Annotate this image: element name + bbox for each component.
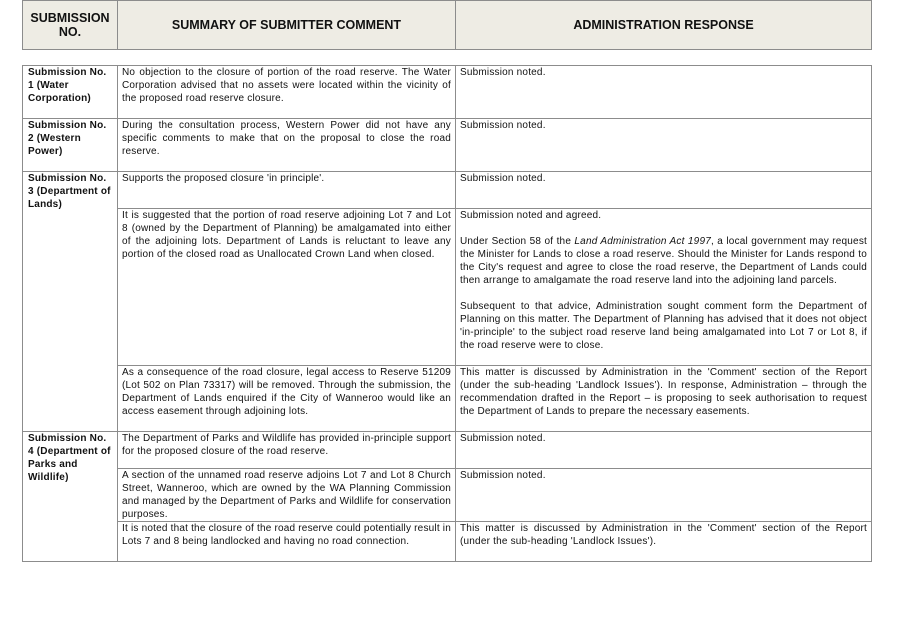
response-cell: [456, 209, 872, 366]
summary-cell: Supports the proposed closure 'in principle'.: [118, 172, 456, 209]
response-cell: Submission noted.: [456, 66, 872, 119]
header-submission-no: SUBMISSION NO.: [23, 1, 118, 50]
table-row: [23, 522, 872, 562]
response-cell: Submission noted.: [456, 119, 872, 172]
table-row: [23, 469, 872, 522]
table-row: [23, 432, 872, 469]
response-paragraph: [460, 235, 867, 287]
summary-cell: The Department of Parks and Wildlife has provided in-principle support for the proposed closure of the road reserve.: [118, 432, 456, 469]
response-cell: This matter is discussed by Administration in the 'Comment' section of the Report (under the sub-heading 'Landlock Issues').: [456, 522, 872, 562]
table-row: [23, 366, 872, 432]
submission-label: Submission No. 3 (Department of Lands): [23, 172, 118, 432]
table-row: [23, 172, 872, 209]
summary-cell: As a consequence of the road closure, legal access to Reserve 51209 (Lot 502 on Plan 73317) will be removed. Through the submission, the Department of Lands enquired if the City of Wanneroo would like an access easement through adjoining lots.: [118, 366, 456, 432]
response-cell: This matter is discussed by Administration in the 'Comment' section of the Report (under the sub-heading 'Landlock Issues'). In response, Administration – through the recommendation drafted in the Report – is proposing to seek authorisation to request the Department of Lands to prepare the necessary easements.: [456, 366, 872, 432]
submission-label: Submission No. 4 (Department of Parks and Wildlife): [23, 432, 118, 562]
response-text: Under Section 58 of the: [460, 236, 575, 247]
response-paragraph: Subsequent to that advice, Administration sought comment form the Department of Planning on this matter. The Department of Planning has advised that it does not object 'in-principle' to the subject road reserve land being amalgamated into Lot 7 or Lot 8, if the road reserve were to close.: [460, 301, 867, 351]
submission-label: Submission No. 2 (Western Power): [23, 119, 118, 172]
header-table: [22, 0, 872, 50]
response-cell: Submission noted.: [456, 432, 872, 469]
header-summary: SUMMARY OF SUBMITTER COMMENT: [118, 1, 456, 50]
table-row: [23, 66, 872, 119]
response-text: , a local government may request the Minister for Lands to close a road reserve. Should the Minister for Lands respond to the City's request and agree to close the road reserve, the Department of Lands could then arrange to amalgamate the road reserve land into the adjoining land parcels.: [460, 236, 867, 286]
table-row: [23, 119, 872, 172]
summary-cell: No objection to the closure of portion of the road reserve. The Water Corporation advised that no assets were located within the vicinity of the proposed road reserve closure.: [118, 66, 456, 119]
response-cell: Submission noted.: [456, 172, 872, 209]
header-row: [23, 1, 872, 50]
header-response: ADMINISTRATION RESPONSE: [456, 1, 872, 50]
act-name: Land Administration Act 1997: [574, 236, 711, 247]
table-row: [23, 209, 872, 366]
summary-cell: It is noted that the closure of the road reserve could potentially result in Lots 7 and 8 being landlocked and having no road connection.: [118, 522, 456, 562]
response-cell: Submission noted.: [456, 469, 872, 522]
summary-cell: During the consultation process, Western Power did not have any specific comments to make that on the proposal to close the road reserve.: [118, 119, 456, 172]
response-paragraph: Submission noted and agreed.: [460, 210, 602, 221]
summary-cell: It is suggested that the portion of road reserve adjoining Lot 7 and Lot 8 (owned by the Department of Planning) be amalgamated into either of the adjoining lots. Department of Lands is reluctant to leave any portion of the closed road as Unallocated Crown Land when closed.: [118, 209, 456, 366]
summary-cell: A section of the unnamed road reserve adjoins Lot 7 and Lot 8 Church Street, Wanneroo, which are owned by the WA Planning Commission and managed by the Department of Parks and Wildlife for conservation purposes.: [118, 469, 456, 522]
submission-label: Submission No. 1 (Water Corporation): [23, 66, 118, 119]
submissions-table: [22, 65, 872, 562]
